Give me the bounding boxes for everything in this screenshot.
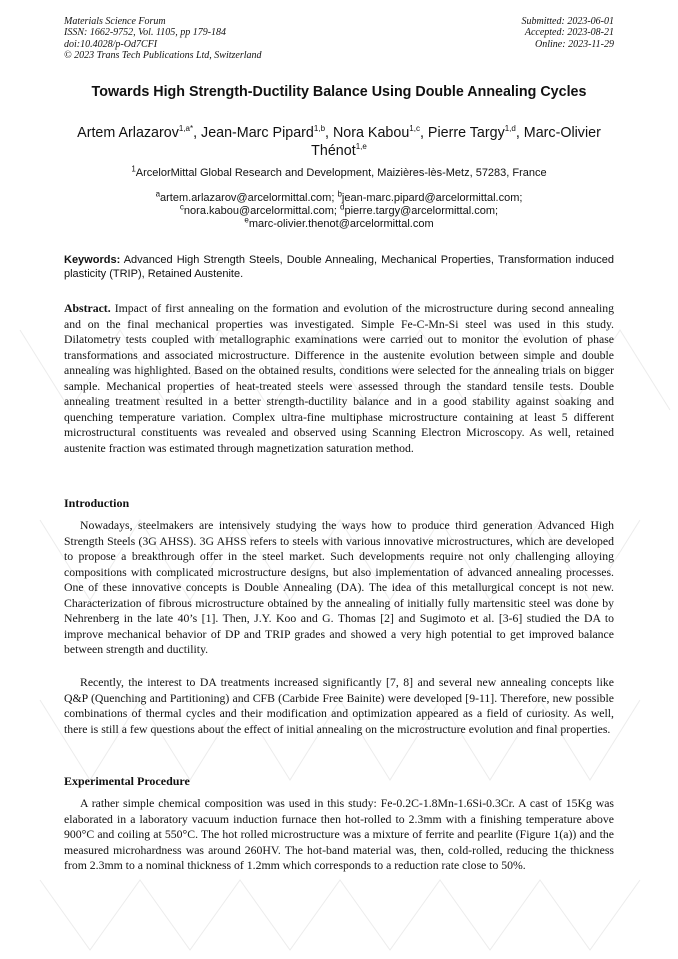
abstract-label: Abstract.	[64, 302, 111, 315]
affiliation	[70, 166, 608, 180]
experimental-paragraph: A rather simple chemical composition was used in this study: Fe-0.2C-1.8Mn-1.6Si-0.3Cr. A cast of 15Kg was elaborated in a laboratory vacuum induction furnace then hot-rolled to 2.3mm with a finishing temperature above 900°C and coiling at 550°C. The hot rolled microstructure was a mixture of ferrite and pearlite (Figure 1(a)) and the measured microhardness was around 260HV. The hot-band material was, then, cold-rolled, reducing the thickness from 2.3mm to a nominal thickness of 1.2mm which corresponds to a reduction rate close to 50%.	[64, 797, 614, 872]
author-affiliation-mark: 1,e	[355, 142, 367, 152]
affiliation-text: ArcelorMittal Global Research and Development, Maizières-lès-Metz, 57283, France	[135, 167, 547, 179]
author-name: Pierre Targy	[427, 125, 505, 141]
author-affiliation-mark: 1,b	[313, 124, 326, 134]
issn-line: ISSN: 1662-9752, Vol. 1105, pp 179-184	[64, 27, 227, 39]
author-affiliation-mark: 1,c	[409, 124, 420, 134]
introduction-paragraph: Nowadays, steelmakers are intensively studying the ways how to produce third generation Advanced High Strength Steels (3G AHSS). 3G AHSS refers to steels with various innovative microstructures, which are developed to propose a breakthrough offer in the steel market. Such developments require not only challenging alloying compositions with complicated microstructure designs, but also implementation of advanced annealing processes. One of these innovative concepts is Double Annealing (DA). The idea of this metallurgical concept is not new. Characterization of fibrous microstructure obtained by the annealing of initially fully martensitic steel was done by Nehrenberg in the late 40’s [1]. Then, J.Y. Koo and G. Thomas [2] and Sugimoto et al. [3-6] studied the DA to improve mechanical behavior of DP and TRIP grades and showed a very high potential to get improved balance between strength and ductility.	[64, 519, 614, 656]
email-mark: a	[155, 189, 161, 199]
experimental-heading: Experimental Procedure	[64, 774, 190, 788]
email-link[interactable]: jean-marc.pipard@arcelormittal.com;	[341, 192, 523, 204]
journal-name: Materials Science Forum	[64, 16, 166, 27]
copyright-line: © 2023 Trans Tech Publications Ltd, Switzerland	[64, 50, 262, 62]
email-mark: c	[179, 202, 184, 212]
online-date: Online: 2023-11-29	[535, 38, 614, 50]
author-list: Artem Arlazarov$^{1,a*}$, Jean-Marc Pipard$^{1,b}$, Nora Kabou$^{1,c}$, Pierre Targy$^{1,d}$, Marc-Olivier Thénot$^{1,e}$	[77, 124, 601, 159]
publication-info	[64, 16, 364, 62]
publication-dates	[414, 16, 614, 50]
doi-line: doi:10.4028/p-Od7CFI	[64, 38, 158, 50]
paper-title: Towards High Strength-Ductility Balance Using Double Annealing Cycles	[91, 84, 587, 100]
email-mark: b	[337, 189, 342, 199]
keywords-label: Keywords:	[64, 254, 121, 266]
author-name: Artem Arlazarov	[77, 125, 179, 141]
abstract-text: Impact of first annealing on the formation and evolution of the microstructure during second annealing and on the final mechanical properties was investigated. Simple Fe-C-Mn-Si steel was used in this study. Dilatometry tests coupled with metallographic examinations were carried out to monitor the evolution of phase transformations and associated microstructure. Difference in the austenite evolution between simple and double annealing was highlighted. Based on the obtained results, conditions were selected for the annealing trials on bigger sample. Mechanical properties of heat-treated steels were assessed through the standard tensile tests. Double annealing treatment resulted in a better strength-ductility balance and in a good stability against soaking and quenching temperature variation. Complex ultra-fine multiphase microstructure containing at least 5 different microstructural constituents was revealed and observed using Scanning Electron Microscopy. As well, retained austenite fraction was estimated through magnetization saturation method.	[64, 302, 614, 455]
author-name: Jean-Marc Pipard	[201, 125, 314, 141]
abstract-block	[64, 301, 614, 456]
author-name: Marc-Olivier Thénot	[311, 125, 601, 159]
email-mark: e	[244, 215, 249, 225]
author-affiliation-mark: 1,d	[504, 124, 516, 134]
author-name: Nora Kabou	[332, 125, 410, 141]
introduction-paragraph: Recently, the interest to DA treatments increased significantly [7, 8] and several new annealing concepts like Q&P (Quenching and Partitioning) and CFB (Carbide Free Bainite) were developed [9-11]. Therefore, new possible combinations of thermal cycles and their modification and optimization appeared as a field of curiosity. As well, there is still a few questions about the effect of initial annealing on the microstructure evolution and final properties.	[64, 676, 614, 736]
email-link[interactable]: artem.arlazarov@arcelormittal.com;	[160, 192, 335, 204]
email-list	[70, 189, 608, 232]
accepted-date: Accepted: 2023-08-21	[524, 27, 614, 39]
affiliation-mark: 1	[131, 164, 136, 174]
email-link[interactable]: pierre.targy@arcelormittal.com;	[344, 205, 499, 218]
keywords-block	[64, 253, 614, 281]
author-affiliation-mark: 1,a*	[178, 124, 194, 134]
email-link[interactable]: marc-olivier.thenot@arcelormittal.com	[248, 218, 434, 231]
keywords-text: Advanced High Strength Steels, Double Annealing, Mechanical Properties, Transformation induced plasticity (TRIP), Retained Austenite.	[64, 254, 615, 280]
email-mark: d	[340, 202, 345, 212]
submitted-date: Submitted: 2023-06-01	[521, 16, 614, 27]
introduction-heading: Introduction	[64, 496, 130, 510]
email-link[interactable]: nora.kabou@arcelormittal.com;	[183, 205, 337, 218]
